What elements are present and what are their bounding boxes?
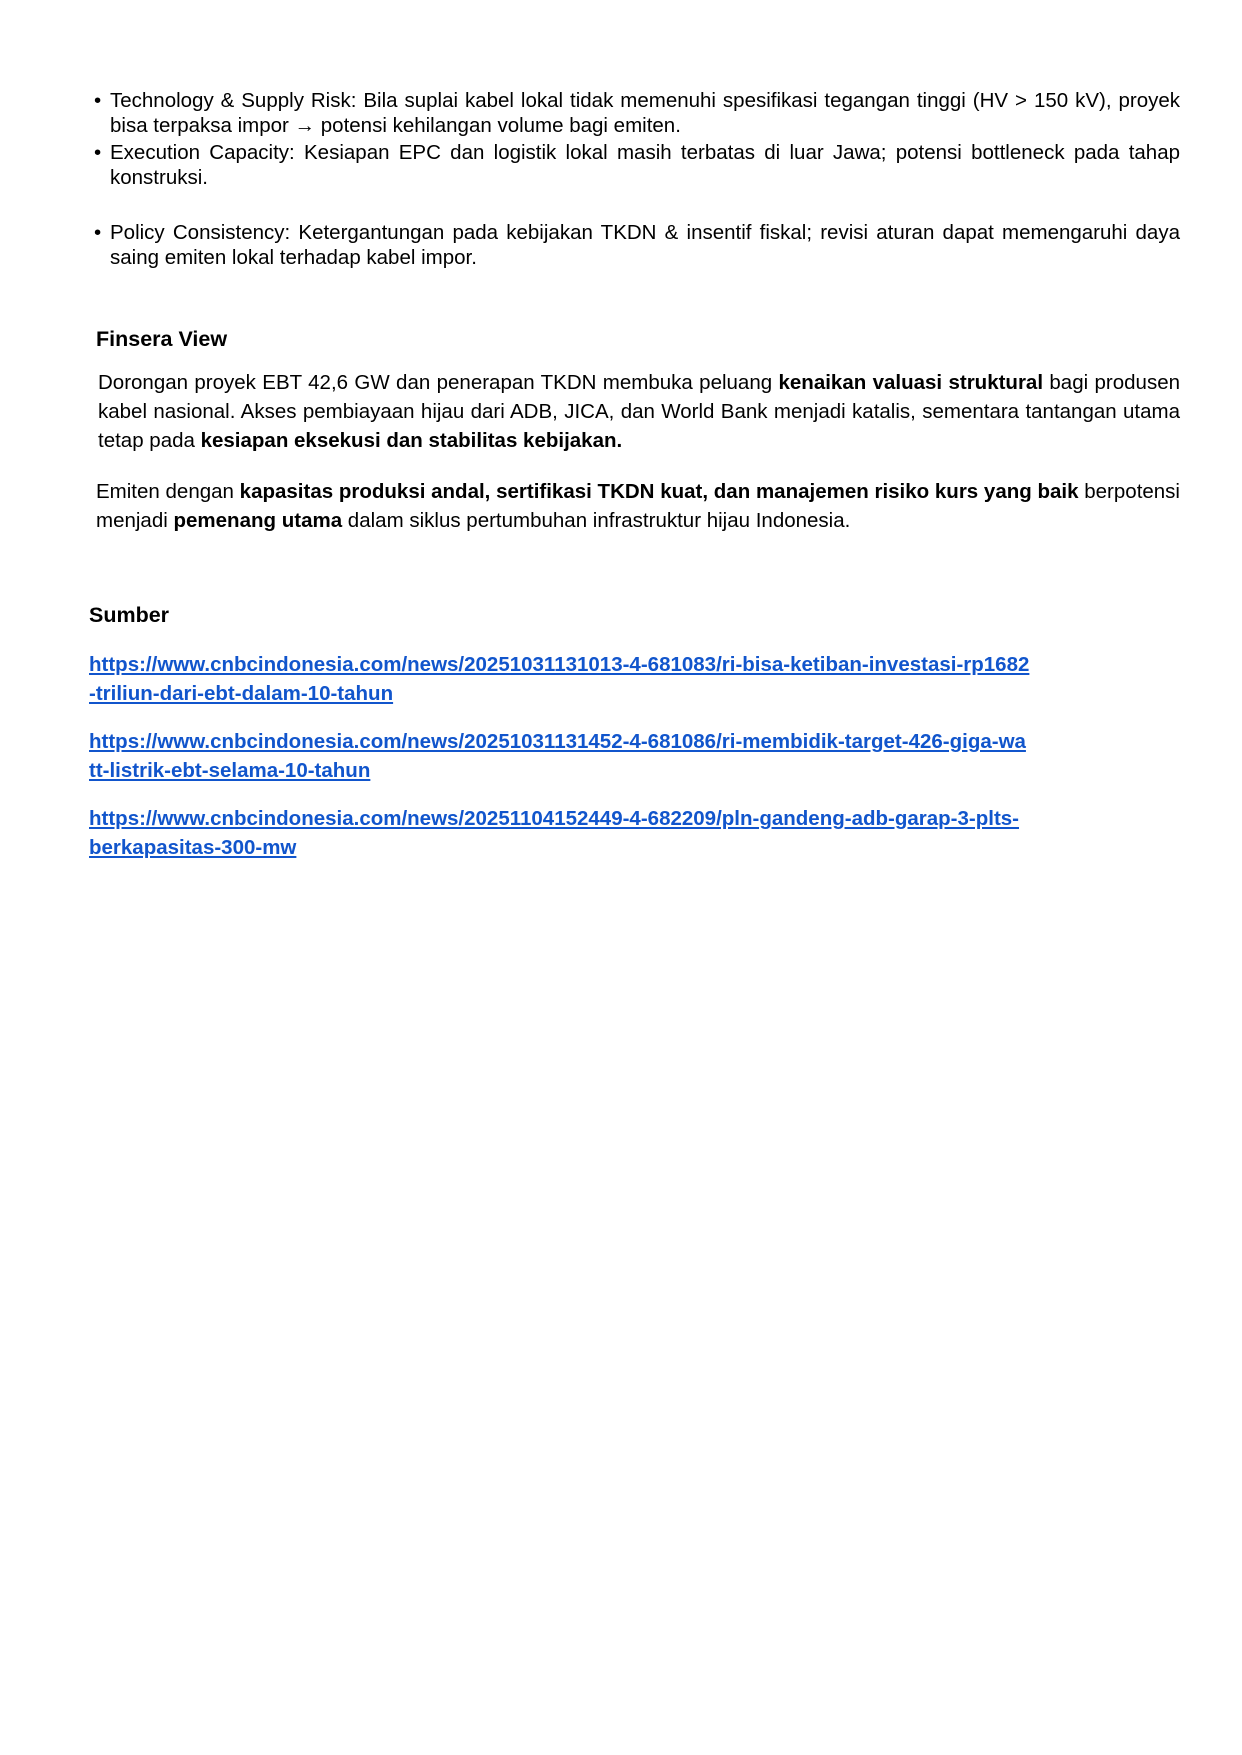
bullet-marker: • — [94, 89, 102, 112]
bullet-execution-capacity — [94, 140, 1180, 190]
text-run: berpotensi menjadi — [96, 480, 1180, 532]
finsera-view-paragraph-2 — [96, 477, 1180, 535]
bold-text-run: pemenang utama — [173, 509, 343, 532]
text-run: Emiten dengan — [96, 480, 240, 503]
bullet-text: Execution Capacity: Kesiapan EPC dan logistik lokal masih terbatas di luar Jawa; potensi bottleneck pada tahap konstruksi. — [110, 141, 1180, 189]
bullet-marker: • — [94, 141, 102, 164]
link-line: berkapasitas-300-mw — [89, 836, 297, 859]
link-line: https://www.cnbcindonesia.com/news/20251031131013-4-681083/ri-bisa-ketiban-investasi-rp1682 — [89, 653, 1030, 676]
text-run: dalam siklus pertumbuhan infrastruktur hijau Indonesia. — [342, 509, 851, 532]
sources-heading: Sumber — [89, 603, 170, 627]
bold-text-run: kapasitas produksi andal, sertifikasi TKDN kuat, dan manajemen risiko kurs yang baik — [239, 480, 1079, 503]
link-line: https://www.cnbcindonesia.com/news/20251104152449-4-682209/pln-gandeng-adb-garap-3-plts- — [89, 807, 1019, 830]
source-link-1[interactable] — [89, 650, 1139, 708]
bullet-text: Policy Consistency: Ketergantungan pada kebijakan TKDN & insentif fiskal; revisi aturan dapat memengaruhi daya saing emiten lokal terhadap kabel impor. — [110, 221, 1180, 269]
finsera-view-heading: Finsera View — [96, 327, 228, 351]
bold-text-run: kesiapan eksekusi dan stabilitas kebijakan. — [200, 429, 623, 452]
text-run: bagi produsen kabel nasional. Akses pembiayaan hijau dari ADB, JICA, dan World Bank menjadi katalis, sementara tantangan utama tetap pada — [98, 371, 1181, 452]
link-line: -triliun-dari-ebt-dalam-10-tahun — [89, 682, 394, 705]
bullet-technology-supply-risk — [94, 88, 1180, 138]
bullet-policy-consistency — [94, 220, 1180, 270]
link-line: https://www.cnbcindonesia.com/news/20251031131452-4-681086/ri-membidik-target-426-giga-wa — [89, 730, 1026, 753]
bullet-marker: • — [94, 221, 102, 244]
bold-text-run: kenaikan valuasi struktural — [778, 371, 1044, 394]
sources-list — [89, 650, 1139, 881]
source-link-2[interactable] — [89, 727, 1139, 785]
link-line: tt-listrik-ebt-selama-10-tahun — [89, 759, 371, 782]
source-link-3[interactable] — [89, 804, 1139, 862]
text-run: Dorongan proyek EBT 42,6 GW dan penerapan TKDN membuka peluang — [98, 371, 779, 394]
risk-bullet-list — [94, 88, 1180, 272]
bullet-text: Technology & Supply Risk: Bila suplai kabel lokal tidak memenuhi spesifikasi tegangan tinggi (HV > 150 kV), proyek bisa terpaksa impor → potensi kehilangan volume bagi emiten. — [110, 89, 1180, 137]
finsera-view-paragraph-1 — [98, 368, 1180, 455]
